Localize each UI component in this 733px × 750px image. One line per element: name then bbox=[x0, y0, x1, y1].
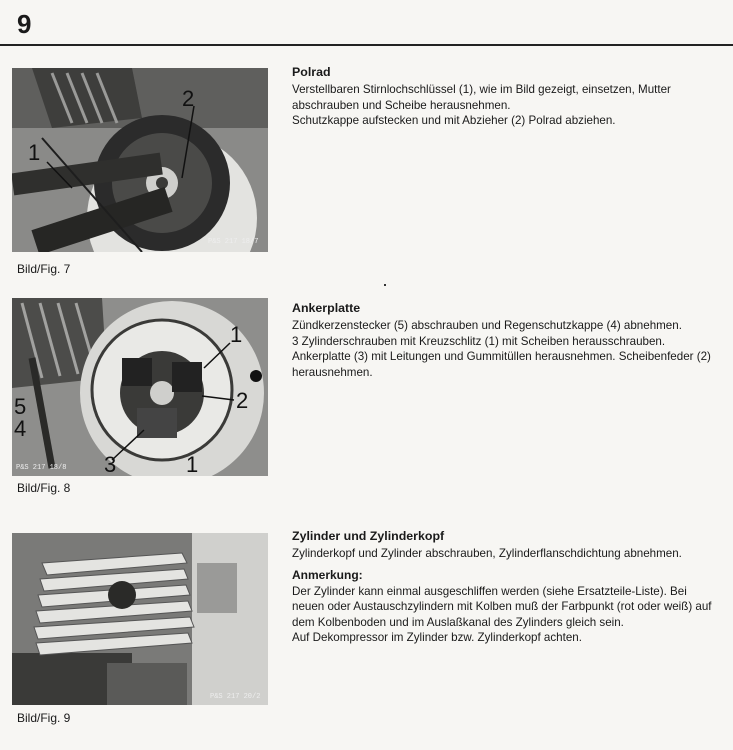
paragraph: Zylinderkopf und Zylinder abschrauben, Zylinderflanschdichtung abnehmen. bbox=[292, 547, 682, 560]
figure-8-callout-1-top: 1 bbox=[230, 322, 243, 347]
paragraph: Schutzkappe aufstecken und mit Abzieher (2) Polrad abziehen. bbox=[292, 114, 616, 128]
figure-8-caption: Bild/Fig. 8 bbox=[17, 481, 71, 495]
page-number: 9 bbox=[17, 9, 32, 39]
section-zylinder bbox=[292, 528, 722, 646]
note-paragraph: Der Zylinder kann einmal ausgeschliffen werden (siehe Ersatzteile-Liste). Bei neuen oder Austauschzylindern mit Kolben muß der Farbpunkt (rot oder weiß) auf dem Kolbenboden und im Auslaßkanal des Zylinders gleich sein. bbox=[292, 584, 712, 629]
figure-9-caption: Bild/Fig. 9 bbox=[17, 711, 71, 725]
section-title: Polrad bbox=[292, 65, 331, 79]
print-speck bbox=[384, 284, 386, 286]
paragraph: 3 Zylinderschrauben mit Kreuzschlitz (1) mit Scheiben herausschrauben. Ankerplatte (3) mit Leitungen und Gummitüllen herausnehmen. Scheibenfeder (2) herausnehmen. bbox=[292, 334, 711, 379]
figure-7-code: P&S 217 18/7 bbox=[208, 238, 259, 246]
figure-7-caption: Bild/Fig. 7 bbox=[17, 262, 71, 276]
section-title: Zylinder und Zylinderkopf bbox=[292, 529, 445, 543]
figure-8-callout-3: 3 bbox=[104, 452, 117, 476]
figure-9-code: P&S 217 20/2 bbox=[210, 693, 261, 701]
figure-8-callout-1-bottom: 1 bbox=[186, 452, 199, 476]
figure-8-callout-4: 4 bbox=[14, 416, 27, 441]
figure-8-callout-2: 2 bbox=[236, 388, 249, 413]
header-rule bbox=[0, 44, 733, 46]
figure-8-photo bbox=[12, 298, 268, 476]
section-ankerplatte bbox=[292, 300, 722, 380]
paragraph: Verstellbaren Stirnlochschlüssel (1), wie im Bild gezeigt, einsetzen, Mutter abschrauben und Scheibe herausnehmen. bbox=[292, 83, 671, 112]
figure-8-code: P&S 217 18/8 bbox=[16, 464, 67, 472]
paragraph: Zündkerzenstecker (5) abschrauben und Regenschutzkappe (4) abnehmen. bbox=[292, 319, 682, 332]
figure-7-callout-2: 2 bbox=[182, 86, 195, 111]
section-title: Ankerplatte bbox=[292, 301, 361, 315]
figure-7-callout-1: 1 bbox=[28, 140, 41, 165]
figure-8-callout-5: 5 bbox=[14, 394, 27, 419]
figure-7-photo bbox=[12, 68, 268, 252]
note-title: Anmerkung: bbox=[292, 567, 363, 582]
section-polrad bbox=[292, 64, 722, 129]
note-paragraph: Auf Dekompressor im Zylinder bzw. Zylinderkopf achten. bbox=[292, 631, 582, 645]
figure-9-photo bbox=[12, 533, 268, 705]
